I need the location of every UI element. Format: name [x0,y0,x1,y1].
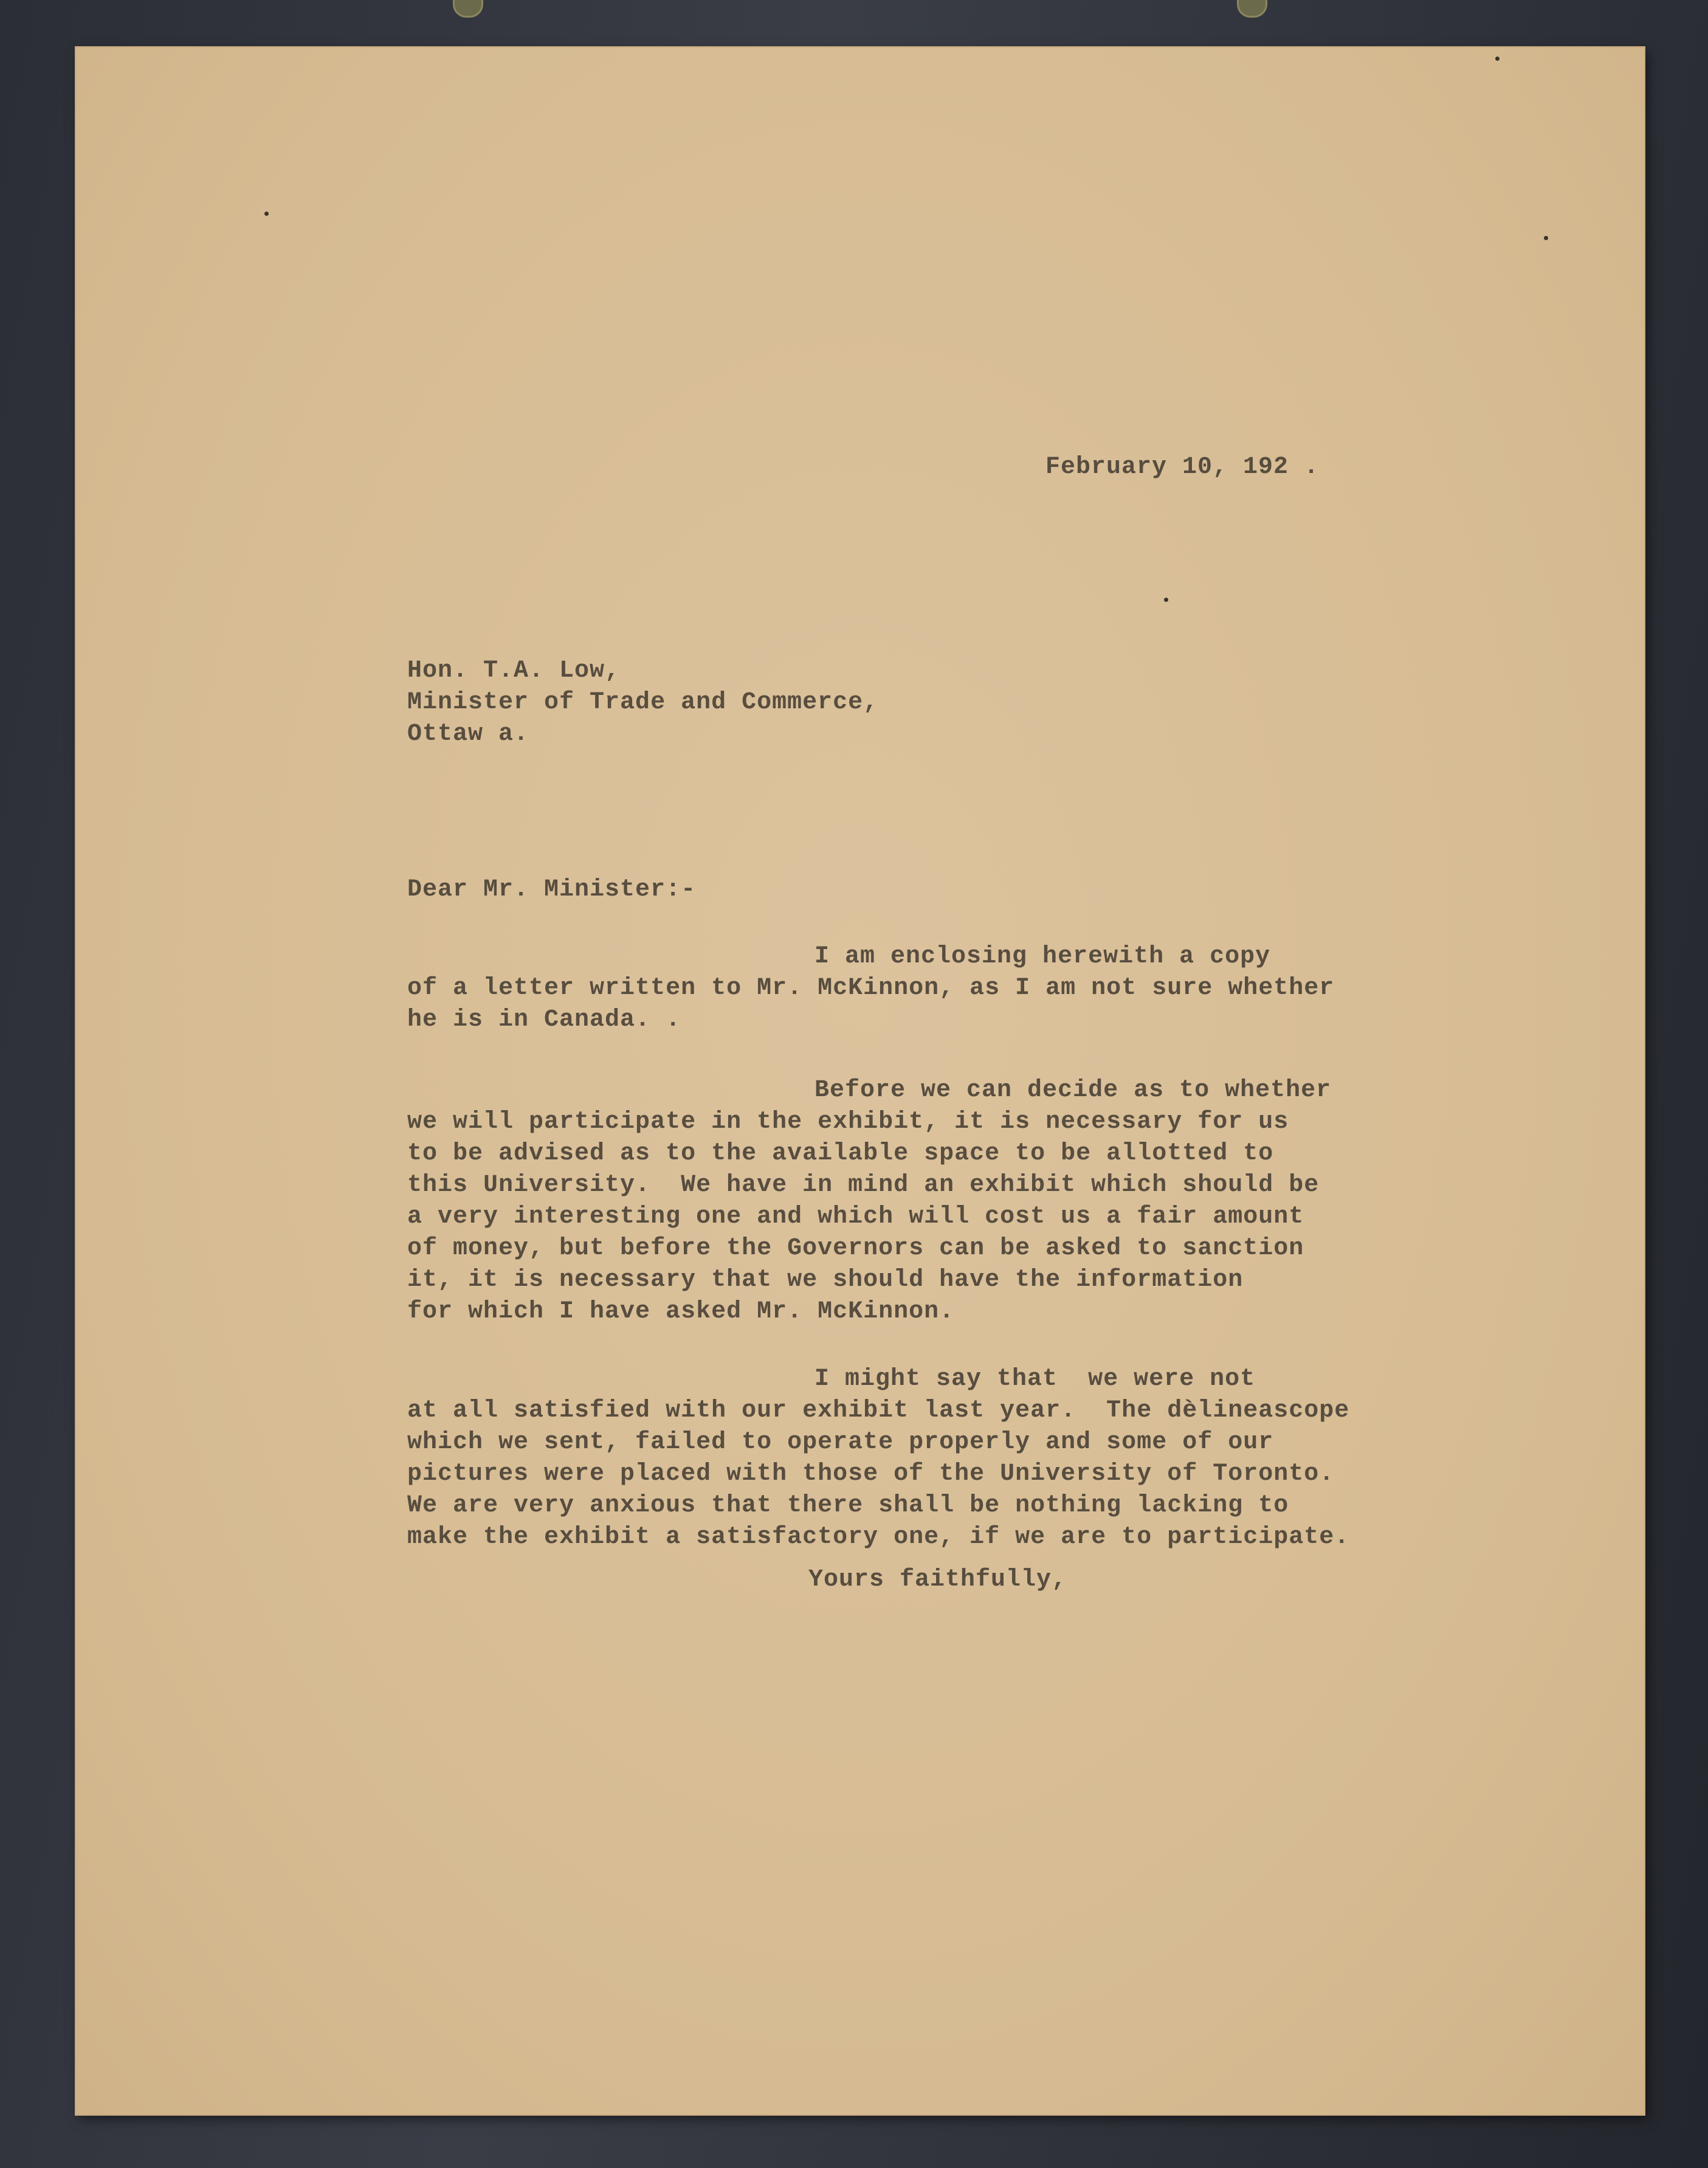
paragraph-2-line-6: of money, but before the Governors can be asked to sanction [407,1235,1304,1262]
closing: Yours faithfully, [808,1566,1067,1593]
binder-hole-left [453,0,483,18]
paragraph-2-line-2: we will participate in the exhibit, it is necessary for us [407,1108,1289,1136]
paragraph-3-line-4: pictures were placed with those of the University of Toronto. [407,1460,1335,1488]
page-speck [264,212,269,216]
page-speck [1544,236,1548,240]
page-speck [1164,598,1168,602]
paragraph-3-line-3: which we sent, failed to operate properly and some of our [407,1429,1274,1456]
address-line-2: Minister of Trade and Commerce, [407,689,879,716]
paragraph-2-line-8: for which I have asked Mr. McKinnon. [407,1298,955,1325]
paragraph-2-line-7: it, it is necessary that we should have the information [407,1266,1244,1294]
address-line-1: Hon. T.A. Low, [407,657,621,685]
paragraph-1-line-3: he is in Canada. . [407,1006,681,1034]
paragraph-3-line-1: I might say that we were not [814,1365,1256,1393]
paragraph-1-line-2: of a letter written to Mr. McKinnon, as I am not sure whether [407,975,1335,1002]
paragraph-3-line-2: at all satisfied with our exhibit last year. The dèlineascope [407,1397,1350,1424]
address-line-3: Ottaw a. [407,720,529,748]
paragraph-3-line-6: make the exhibit a satisfactory one, if we are to participate. [407,1524,1350,1551]
paragraph-1-line-1: I am enclosing herewith a copy [814,943,1271,970]
salutation: Dear Mr. Minister:- [407,876,697,903]
letter-date: February 10, 192 . [1045,454,1320,481]
paragraph-2-line-3: to be advised as to the available space to be allotted to [407,1140,1274,1167]
paragraph-2-line-5: a very interesting one and which will cost us a fair amount [407,1203,1304,1231]
binder-hole-right [1237,0,1267,18]
paragraph-3-line-5: We are very anxious that there shall be nothing lacking to [407,1492,1289,1519]
letter-page [76,47,1644,2114]
paragraph-2-line-1: Before we can decide as to whether [814,1077,1332,1104]
paragraph-2-line-4: this University. We have in mind an exhibit which should be [407,1172,1320,1199]
page-speck [1495,57,1500,61]
